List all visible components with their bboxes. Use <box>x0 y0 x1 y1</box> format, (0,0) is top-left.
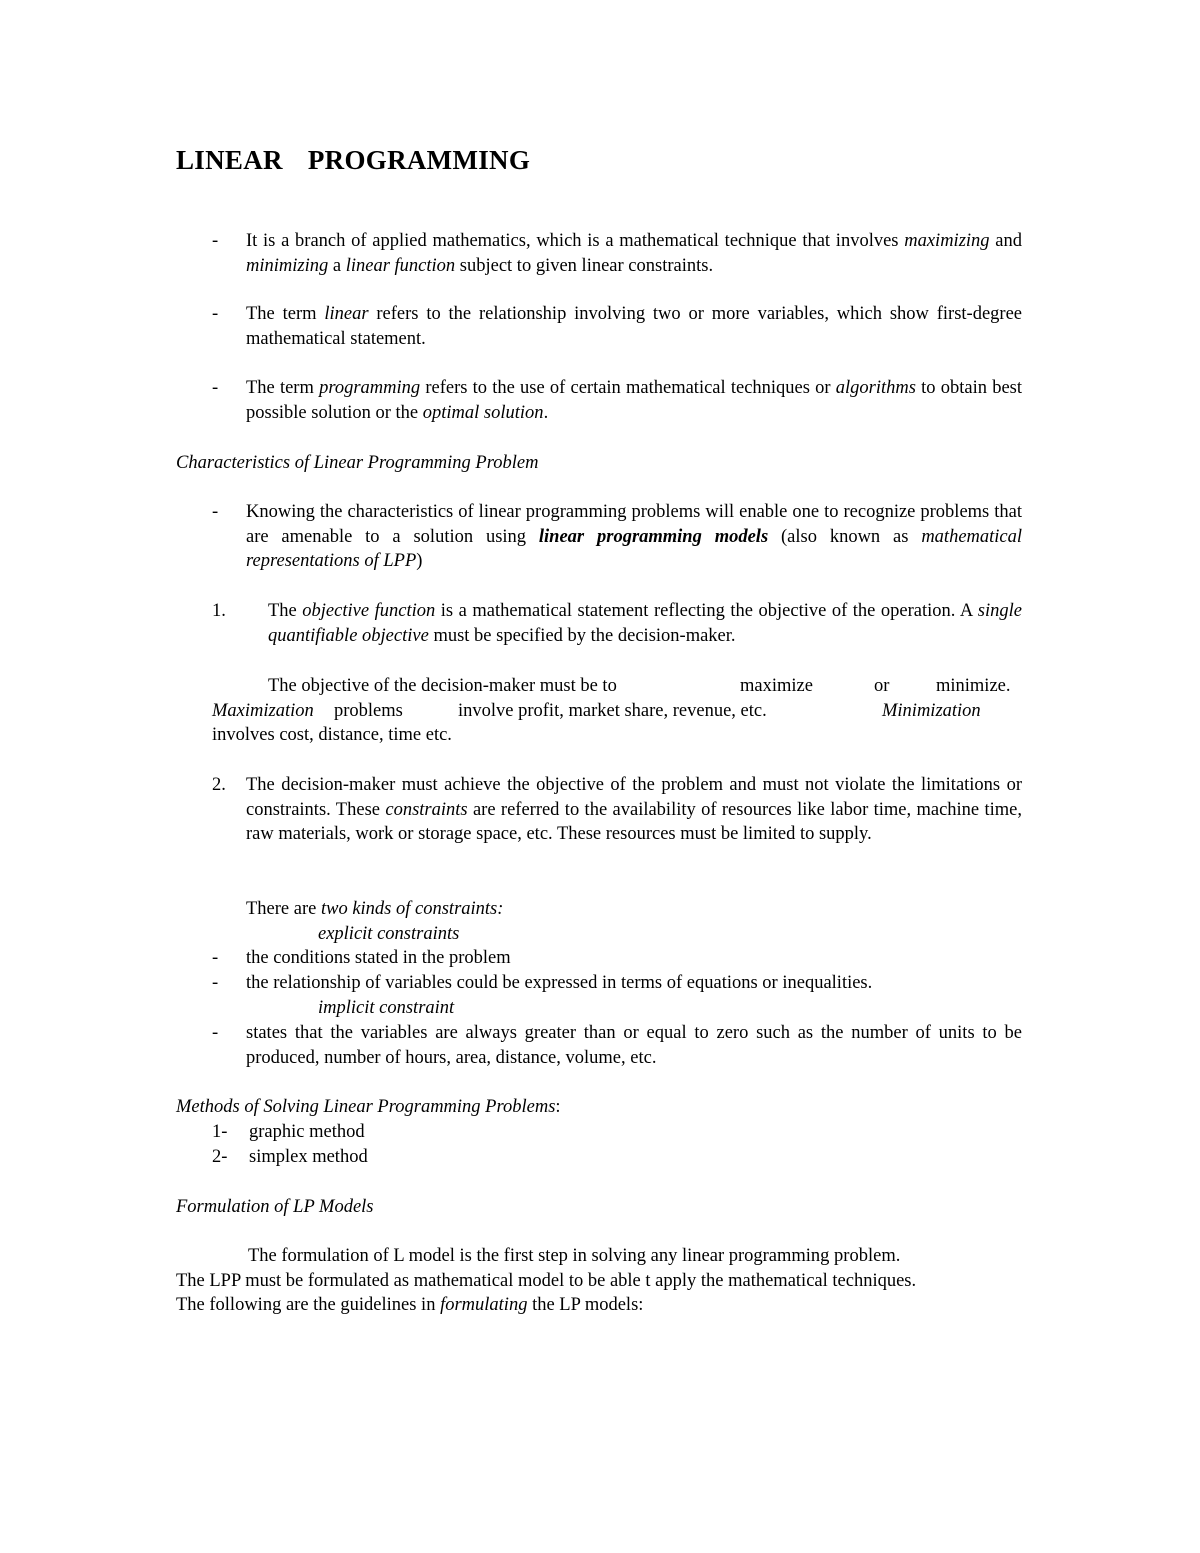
bullet-dash: - <box>212 502 219 522</box>
intro-bullet-1 <box>212 229 1022 278</box>
italic-term: two kinds of constraints: <box>320 899 504 919</box>
bullet-text <box>246 229 1022 278</box>
italic-term: linear <box>324 304 369 324</box>
minimization-term: Minimization <box>882 701 981 721</box>
characteristics-heading: Characteristics of Linear Programming Problem <box>176 453 539 473</box>
text-run: The term <box>246 378 320 398</box>
text-run: and <box>989 231 1022 251</box>
italic-term: maximizing <box>904 231 990 251</box>
numbered-item-1 <box>212 599 1022 648</box>
explicit-constraints-label: explicit constraints <box>318 924 460 944</box>
text-run: . <box>543 402 549 423</box>
text-run: : <box>555 1097 561 1117</box>
text-run: The decision-maker must achieve the objective of the problem and must not violate the limitations or constraints. These <box>246 775 1022 820</box>
text-run: are referred to the availability of resources like labor time, machine time, raw materials, work or storage space, etc. These resources must be limited to supply. <box>246 799 1023 844</box>
italic-term: formulating <box>440 1295 528 1315</box>
text-run: the LP models: <box>527 1295 644 1315</box>
intro-bullet-2 <box>212 302 1022 351</box>
text-run: refers to the relationship involving two or more variables, which show first-degree mathematical statement. <box>246 304 1022 349</box>
bullet-text <box>246 500 1022 574</box>
italic-term: single quantifiable objective <box>268 601 1022 646</box>
bullet-text <box>246 376 1022 425</box>
bullet-dash: - <box>212 378 219 398</box>
bullet-text: states that the variables are always greater than or equal to zero such as the number of units to be produced, number of hours, area, distance, volume, etc. <box>246 1023 1022 1068</box>
text-run: The <box>268 601 303 621</box>
text-run: ) <box>416 551 423 571</box>
text-run: There are <box>246 899 321 919</box>
text-run: must be specified by the decision-maker. <box>428 625 736 646</box>
method-item-number-2: 2- <box>212 1147 228 1167</box>
italic-term: mathematical representations of LPP <box>246 526 1023 571</box>
explicit-bullet-2 <box>212 971 1022 996</box>
bullet-dash: - <box>212 231 219 251</box>
implicit-bullet <box>212 1021 1022 1070</box>
bullet-dash: - <box>212 973 219 993</box>
text-run: (also known as <box>768 526 922 547</box>
text-run: Knowing the characteristics of linear programming problems will enable one to recognize problems that are amenable to a solution using <box>246 502 1022 547</box>
italic-term: constraints <box>385 799 468 820</box>
objective-line-3: involves cost, distance, time etc. <box>212 725 452 745</box>
method-item-number-1: 1- <box>212 1122 228 1142</box>
maximization-term: Maximization <box>212 701 314 721</box>
text-run: a <box>328 255 346 276</box>
bullet-text <box>246 302 1022 351</box>
bullet-text: the relationship of variables could be expressed in terms of equations or inequalities. <box>246 973 873 993</box>
item-text <box>268 599 1022 648</box>
italic-term: optimal solution <box>422 402 544 423</box>
formulation-heading: Formulation of LP Models <box>176 1197 374 1217</box>
objective-line-2a: problems <box>334 701 403 721</box>
italic-heading: Methods of Solving Linear Programming Problems <box>176 1097 556 1117</box>
constraints-intro <box>246 897 503 922</box>
item-number: 1. <box>212 601 226 621</box>
italic-term: programming <box>319 378 421 398</box>
item-text <box>246 773 1022 847</box>
text-run: to obtain best possible solution or the <box>246 378 1022 423</box>
italic-term: minimizing <box>246 255 329 276</box>
page-title: LINEAR PROGRAMMING <box>176 145 531 175</box>
formulation-line-1: The formulation of L model is the first step in solving any linear programming problem. <box>248 1246 901 1266</box>
objective-line-1d: minimize. <box>936 676 1011 696</box>
numbered-item-2 <box>212 773 1022 847</box>
text-run: It is a branch of applied mathematics, which is a mathematical technique that involves <box>246 231 905 251</box>
objective-line-1a: The objective of the decision-maker must be to <box>268 676 617 696</box>
formulation-line-3 <box>176 1293 643 1318</box>
formulation-line-2: The LPP must be formulated as mathematical model to be able t apply the mathematical techniques. <box>176 1271 917 1291</box>
explicit-bullet-1 <box>212 946 1022 971</box>
text-run: subject to given linear constraints. <box>455 255 714 276</box>
bullet-dash: - <box>212 948 219 968</box>
objective-line-1c: or <box>874 676 890 696</box>
italic-term: objective function <box>302 601 436 621</box>
text-run: The following are the guidelines in <box>176 1295 441 1315</box>
text-run: refers to the use of certain mathematical techniques or <box>420 378 836 398</box>
characteristics-bullet <box>212 500 1022 574</box>
methods-heading <box>176 1095 561 1120</box>
method-item-label-2: simplex method <box>249 1147 368 1167</box>
bullet-text: the conditions stated in the problem <box>246 948 511 968</box>
bullet-dash: - <box>212 1023 219 1043</box>
italic-term: algorithms <box>835 378 916 398</box>
italic-term: linear function <box>345 255 456 276</box>
bullet-dash: - <box>212 304 219 324</box>
text-run: is a mathematical statement reflecting the objective of the operation. A <box>435 601 978 621</box>
implicit-constraint-label: implicit constraint <box>318 998 455 1018</box>
objective-line-2b: involve profit, market share, revenue, etc. <box>458 701 767 721</box>
text-run: The term <box>246 304 325 324</box>
bold-italic-term: linear programming models <box>538 526 769 547</box>
objective-line-1b: maximize <box>740 676 813 696</box>
item-number: 2. <box>212 775 226 795</box>
method-item-label-1: graphic method <box>249 1122 365 1142</box>
intro-bullet-3 <box>212 376 1022 425</box>
